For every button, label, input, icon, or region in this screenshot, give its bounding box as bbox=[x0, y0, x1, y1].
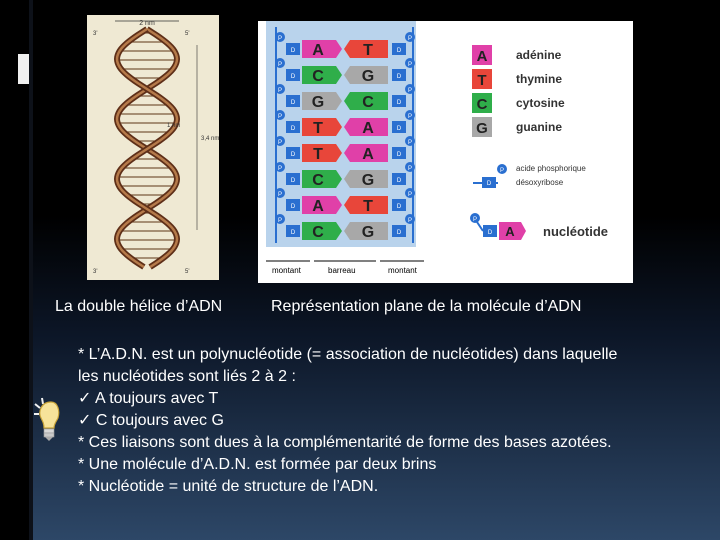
body-line-2: les nucléotides sont liés 2 à 2 : bbox=[78, 368, 296, 385]
base-letter-left-4: T bbox=[313, 146, 323, 163]
legend-name-C: cytosine bbox=[516, 96, 565, 110]
phosphate-symbol-left-0: P bbox=[277, 36, 283, 42]
sugar-symbol-right-7: D bbox=[396, 230, 402, 236]
body-line-7: * Nucléotide = unité de structure de l’ADN. bbox=[78, 478, 379, 495]
accent-bar bbox=[18, 54, 29, 84]
helix-width-label: 2 nm bbox=[139, 20, 155, 27]
phosphate-symbol-right-2: P bbox=[407, 88, 413, 94]
legend-name-A: adénine bbox=[516, 48, 562, 62]
double-helix-image bbox=[87, 15, 219, 280]
helix-pitch-label: 3,4 nm bbox=[201, 136, 219, 142]
double-helix-drawing bbox=[87, 15, 219, 280]
phosphate-symbol-left-2: P bbox=[277, 88, 283, 94]
dna-plane-diagram bbox=[258, 21, 633, 283]
base-letter-left-6: A bbox=[312, 198, 324, 215]
sugar-symbol-left-2: D bbox=[290, 100, 296, 106]
body-line-1: * L’A.D.N. est un polynucléotide (= association de nucléotides) dans laquelle bbox=[78, 346, 618, 363]
body-text bbox=[78, 344, 708, 498]
base-letter-right-2: C bbox=[362, 94, 374, 111]
nucleotide-phosphate-symbol: P bbox=[472, 217, 478, 223]
plane-caption: Représentation plane de la molécule d’ADN bbox=[271, 298, 582, 315]
phosphate-symbol-left-5: P bbox=[277, 166, 283, 172]
left-stripe bbox=[29, 0, 33, 540]
nucleotide-label: nucléotide bbox=[543, 224, 609, 239]
legend-name-T: thymine bbox=[516, 72, 563, 86]
sugar-symbol-left-7: D bbox=[290, 230, 296, 236]
sugar-symbol-left-5: D bbox=[290, 178, 296, 184]
sugar-symbol-left-4: D bbox=[290, 152, 296, 158]
phosphate-symbol-left-6: P bbox=[277, 192, 283, 198]
legend-letter-T: T bbox=[477, 72, 487, 89]
sugar-symbol-left-0: D bbox=[290, 48, 296, 54]
base-letter-right-4: A bbox=[362, 146, 374, 163]
phosphate-symbol-left-4: P bbox=[277, 140, 283, 146]
base-letter-left-1: C bbox=[312, 68, 324, 85]
legend-name-G: guanine bbox=[516, 120, 563, 134]
lightbulb-icon bbox=[32, 396, 62, 442]
phosphate-label: acide phosphorique bbox=[516, 164, 586, 173]
base-letter-right-3: A bbox=[362, 120, 374, 137]
sugar-symbol-right-5: D bbox=[396, 178, 402, 184]
sugar-symbol-left-6: D bbox=[290, 204, 296, 210]
phosphate-symbol-right-4: P bbox=[407, 140, 413, 146]
end-label-bottom-right: 5' bbox=[185, 269, 190, 275]
end-label-bottom-left: 3' bbox=[93, 269, 98, 275]
base-letter-left-3: T bbox=[313, 120, 323, 137]
phosphate-symbol-right-7: P bbox=[407, 218, 413, 224]
phosphate-symbol-right-0: P bbox=[407, 36, 413, 42]
sugar-symbol-right-2: D bbox=[396, 100, 402, 106]
body-line-5: * Ces liaisons sont dues à la complémentarité de forme des bases azotées. bbox=[78, 434, 612, 451]
phosphate-symbol-right-6: P bbox=[407, 192, 413, 198]
sugar-symbol-right-0: D bbox=[396, 48, 402, 54]
helix-step-label: 1 nm bbox=[167, 123, 181, 129]
phosphate-symbol-right-5: P bbox=[407, 166, 413, 172]
phosphate-symbol-left-3: P bbox=[277, 114, 283, 120]
base-letter-right-0: T bbox=[363, 42, 373, 59]
footer-label-montant-left: montant bbox=[272, 266, 301, 275]
phosphate-symbol-right-3: P bbox=[407, 114, 413, 120]
sugar-symbol-right-4: D bbox=[396, 152, 402, 158]
end-label-top-right: 5' bbox=[185, 31, 190, 37]
body-line-6: * Une molécule d’A.D.N. est formée par deux brins bbox=[78, 456, 437, 473]
base-letter-right-5: G bbox=[361, 172, 375, 189]
sugar-symbol-right-1: D bbox=[396, 74, 402, 80]
phosphate-symbol-left-7: P bbox=[277, 218, 283, 224]
base-legend bbox=[472, 45, 565, 137]
sugar-label: désoxyribose bbox=[516, 178, 564, 187]
helix-caption: La double hélice d’ADN bbox=[55, 298, 223, 315]
sugar-symbol-right-3: D bbox=[396, 126, 402, 132]
footer-label-montant-right: montant bbox=[388, 266, 417, 275]
sugar-symbol-left-1: D bbox=[290, 74, 296, 80]
body-line-3: ✓ A toujours avec T bbox=[78, 390, 219, 407]
nucleotide-base-letter: A bbox=[505, 224, 515, 239]
body-line-4: ✓ C toujours avec G bbox=[78, 412, 224, 429]
phosphate-symbol-right-1: P bbox=[407, 62, 413, 68]
phosphate-symbol-left-1: P bbox=[277, 62, 283, 68]
nucleotide-sugar-symbol: D bbox=[487, 230, 493, 236]
legend-sugar-symbol: D bbox=[486, 181, 492, 187]
dna-plane-image bbox=[258, 21, 633, 283]
legend-letter-A: A bbox=[476, 48, 488, 65]
base-letter-right-7: G bbox=[361, 224, 375, 241]
base-letter-right-1: G bbox=[361, 68, 375, 85]
sugar-symbol-left-3: D bbox=[290, 126, 296, 132]
sugar-symbol-right-6: D bbox=[396, 204, 402, 210]
legend-phosphate-symbol: P bbox=[499, 168, 505, 174]
base-letter-left-7: C bbox=[312, 224, 324, 241]
footer-label-barreau: barreau bbox=[328, 266, 356, 275]
base-letter-right-6: T bbox=[363, 198, 373, 215]
legend-letter-G: G bbox=[476, 120, 488, 137]
end-label-top-left: 3' bbox=[93, 31, 98, 37]
base-letter-left-5: C bbox=[312, 172, 324, 189]
base-letter-left-2: G bbox=[311, 94, 325, 111]
base-letter-left-0: A bbox=[312, 42, 324, 59]
legend-letter-C: C bbox=[476, 96, 488, 113]
